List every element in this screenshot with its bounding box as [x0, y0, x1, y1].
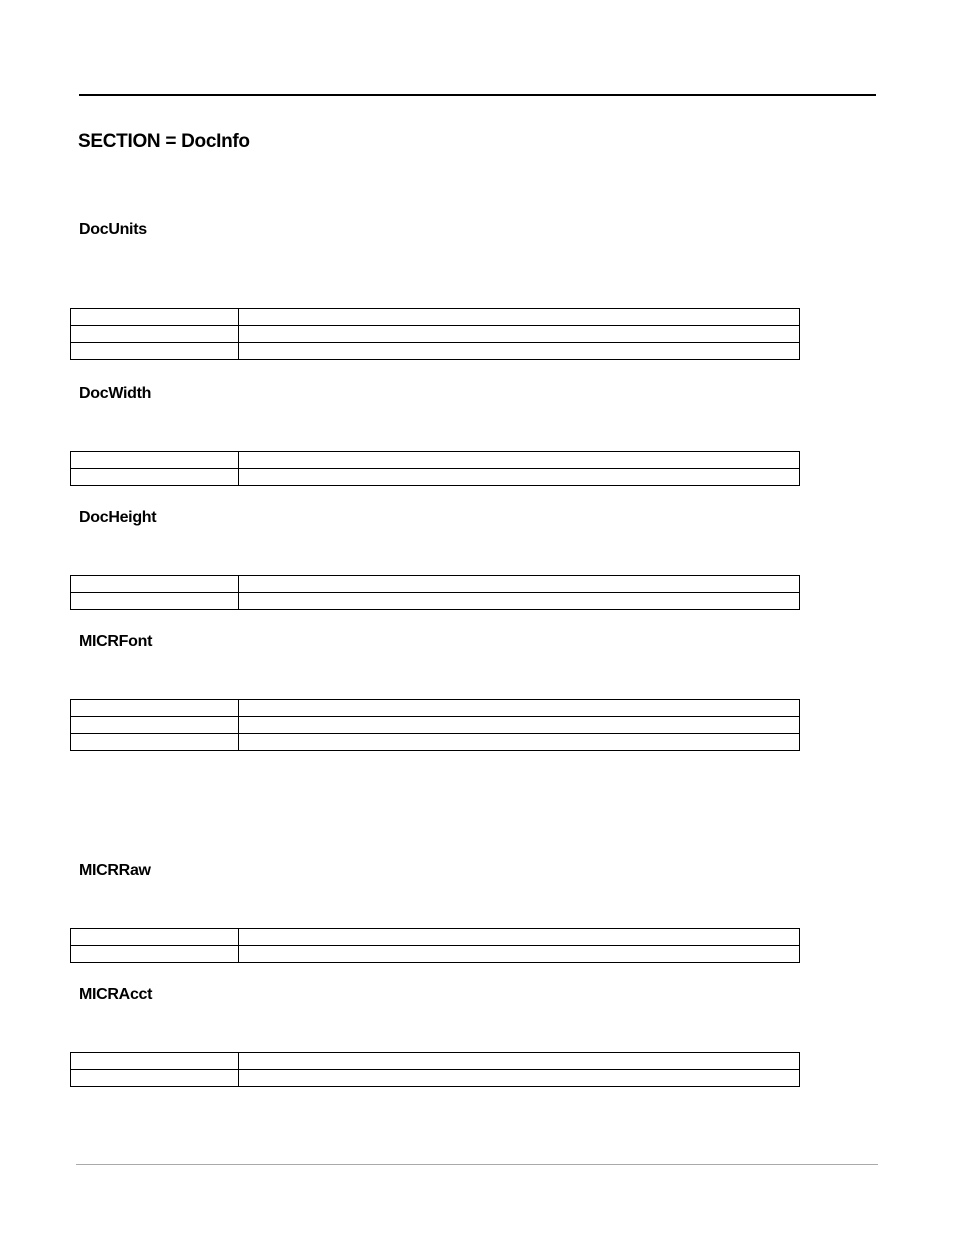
- table-cell: [239, 343, 800, 360]
- table-row: [71, 1070, 800, 1087]
- table-cell: [71, 326, 239, 343]
- docwidth-table: [70, 451, 800, 486]
- table-cell: [239, 929, 800, 946]
- micracct-table: [70, 1052, 800, 1087]
- table-cell: [71, 946, 239, 963]
- table-row: [71, 700, 800, 717]
- table-cell: [239, 946, 800, 963]
- table-cell: [71, 734, 239, 751]
- table-cell: [239, 326, 800, 343]
- field-heading-micrfont: MICRFont: [79, 633, 153, 650]
- table-cell: [71, 700, 239, 717]
- docheight-table: [70, 575, 800, 610]
- table-cell: [239, 576, 800, 593]
- micrfont-table: [70, 699, 800, 751]
- table-row: [71, 576, 800, 593]
- field-heading-micracct: MICRAcct: [79, 986, 153, 1003]
- footer-rule: [76, 1164, 878, 1165]
- table-cell: [239, 717, 800, 734]
- table-row: [71, 1053, 800, 1070]
- table-row: [71, 734, 800, 751]
- table-cell: [71, 1070, 239, 1087]
- table-cell: [239, 452, 800, 469]
- field-heading-docheight: DocHeight: [79, 509, 157, 526]
- table-row: [71, 929, 800, 946]
- table-row: [71, 326, 800, 343]
- table-cell: [239, 593, 800, 610]
- field-heading-docunits: DocUnits: [79, 221, 147, 238]
- table-cell: [71, 1053, 239, 1070]
- section-title: SECTION = DocInfo: [78, 131, 250, 152]
- table-cell: [71, 343, 239, 360]
- table-row: [71, 343, 800, 360]
- table-cell: [71, 309, 239, 326]
- table-row: [71, 309, 800, 326]
- table-cell: [239, 700, 800, 717]
- docunits-table: [70, 308, 800, 360]
- micrraw-table: [70, 928, 800, 963]
- table-cell: [239, 469, 800, 486]
- table-row: [71, 452, 800, 469]
- field-heading-micrraw: MICRRaw: [79, 862, 151, 879]
- table-row: [71, 946, 800, 963]
- table-cell: [71, 576, 239, 593]
- table-cell: [239, 1070, 800, 1087]
- table-cell: [239, 734, 800, 751]
- table-row: [71, 469, 800, 486]
- table-cell: [239, 309, 800, 326]
- table-cell: [71, 717, 239, 734]
- table-cell: [71, 452, 239, 469]
- table-cell: [71, 469, 239, 486]
- header-rule: [79, 94, 876, 96]
- table-cell: [71, 593, 239, 610]
- table-row: [71, 593, 800, 610]
- table-row: [71, 717, 800, 734]
- table-cell: [71, 929, 239, 946]
- field-heading-docwidth: DocWidth: [79, 385, 152, 402]
- table-cell: [239, 1053, 800, 1070]
